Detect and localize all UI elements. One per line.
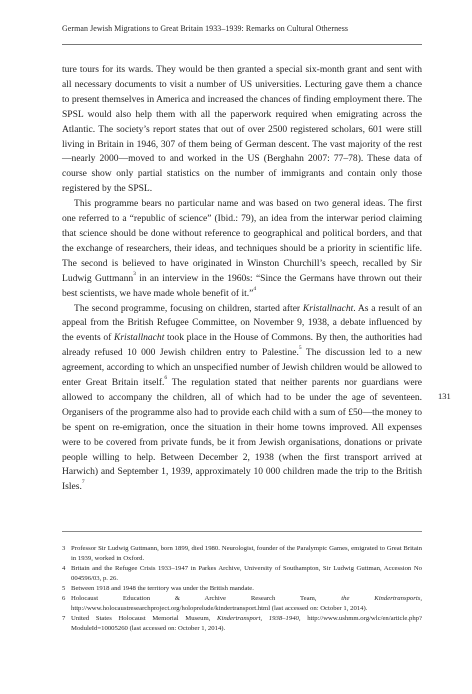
paragraph-2-text-b: in an interview in the 1960s: “Since the Germans have thrown out their best scientists, we have made whole benefit of it.” [62, 272, 422, 299]
footnote-text-pre: United States Holocaust Memorial Museum, [71, 615, 217, 623]
main-text [62, 63, 422, 495]
paragraph-2 [62, 197, 422, 301]
footnote-ref-4[interactable]: 4 [253, 285, 257, 292]
footnote-text: Between 1918 and 1948 the territory was under the British mandate. [71, 585, 254, 593]
footnote-title: the Kindertransports [341, 595, 421, 603]
page-number: 131 [438, 391, 451, 401]
footnote-ref-6[interactable]: 6 [164, 375, 168, 382]
kristallnacht-term: Kristallnacht [113, 332, 165, 344]
footnote-4 [62, 564, 422, 584]
footnote-7 [62, 614, 422, 634]
running-head: German Jewish Migrations to Great Britain 1933–1939: Remarks on Cultural Otherness [62, 24, 349, 33]
paragraph-3 [62, 302, 422, 496]
paragraph-2-text-a: This programme bears no particular name and was based on two general ideas. The first one referred to a “republic of science” (Ibid.: 79), an idea from the interwar period claiming that science should be done without reference to geographical and political borders, and that the exchange of researchers, their ideas, and techniques should be a priority in scientific life. The second is believed to have originated in Winston Churchill’s speech, recalled by Sir Ludwig Guttmann [62, 198, 422, 284]
footnote-ref-3[interactable]: 3 [133, 270, 136, 277]
footnote-5 [62, 584, 422, 594]
footnote-text: Professor Sir Ludwig Guttmann, born 1899, died 1980. Neurologist, founder of the Paralympic Games, emigrated to Great Britain in 1939, worked in Oxford. [71, 545, 422, 563]
footnote-text-pre: Holocaust Education & Archive Research Team, [71, 595, 342, 603]
footnote-number: 4 [62, 565, 66, 573]
footnote-text: Britain and the Refugee Crisis 1933–1947 in Parkes Archive, University of Southampton, Sir Ludwig Guttman, Accession No 004596/03, p. 26. [71, 565, 422, 583]
paragraph-1: ture tours for its wards. They would be then granted a special six-month grant and sent with all necessary documents to visit a number of US universities. Lecturing gave them a chance to present themselves in America and increased the chances of finding employment there. The SPSL would also help them with all the paperwork required when emigrating across the Atlantic. The society’s report states that out of over 2500 registered scholars, 601 were still living in Britain in 1946, 307 of them being of German descent. The vast majority of the rest—nearly 2000—moved to and worked in the US (Berghahn 2007: 77–78). These data of course show only partial statistics on the number of immigrants and contain only those registered by the SPSL. [62, 64, 422, 195]
paragraph-3-text-d: The discussion led to a new agreement, according to which an unspecified number of Jewish children would be allowed to enter Great Britain itself. [62, 347, 422, 389]
footnote-title: Kindertransport, 1938–1940 [217, 615, 299, 623]
footnote-number: 6 [62, 595, 66, 603]
footnote-rule [62, 531, 422, 532]
footnote-text-post: , http://www.ushmm.org/wlc/en/article.php?ModuleId=10005260 (last accessed on: October 1, 2014). [71, 615, 422, 633]
footnote-number: 5 [62, 585, 66, 593]
header-rule [62, 44, 422, 45]
paragraph-3-text-a: The second programme, focusing on children, started after [74, 302, 303, 314]
footnote-text-post: , http://www.holocaustresearchproject.org/holoprelude/kindertransport.html (last accessed on: October 1, 2014). [71, 595, 422, 613]
footnotes [62, 544, 422, 634]
paragraph-3-text-e: The regulation stated that neither parents nor guardians were allowed to accompany the children, all of which had to be under the age of seventeen. Organisers of the programme also had to provide each child with a sum of £50—the money to be spent on re-emigration, once the situation in their home towns improved. All expenses were to be covered from private funds, be it from Jewish organisations, donations or private people willing to help. Between December 2, 1938 (when the first transport arrived at Harwich) and September 1, 1939, approximately 10 000 children made the trip to the British Isles. [62, 377, 423, 493]
kristallnacht-term: Kristallnacht [302, 302, 354, 314]
footnote-ref-7[interactable]: 7 [81, 479, 85, 486]
footnote-ref-5[interactable]: 5 [298, 345, 302, 352]
footnote-3 [62, 544, 422, 564]
footnote-number: 3 [62, 545, 66, 552]
footnote-6 [62, 594, 422, 614]
paragraph-3-text-c: took place in the House of Commons. By then, the authorities had already refused 10 000 Jewish children entry to Palestine. [62, 332, 422, 359]
footnote-number: 7 [62, 615, 66, 623]
paragraph-3-text-b: . As a result of an appeal from the British Refugee Committee, on November 9, 1938, a debate influenced by the events of [62, 302, 422, 344]
